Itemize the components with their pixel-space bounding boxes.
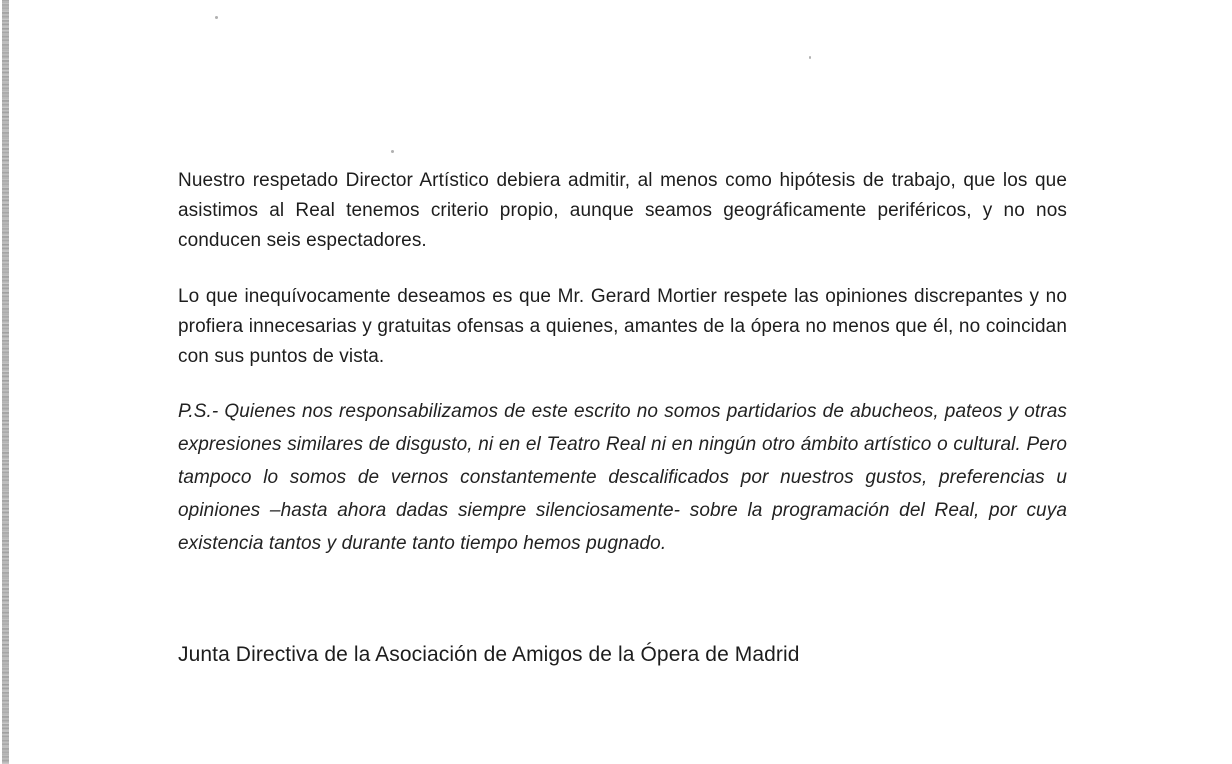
letter-body bbox=[178, 0, 1067, 670]
letter-paragraph-2: Lo que inequívocamente deseamos es que Mr. Gerard Mortier respete las opiniones discrepantes y no profiera innecesarias y gratuitas ofensas a quienes, amantes de la ópera no menos que él, no coincidan con sus puntos de vista. bbox=[178, 286, 1067, 367]
scan-edge-artifact bbox=[2, 0, 9, 764]
signature-line: Junta Directiva de la Asociación de Amigos de la Ópera de Madrid bbox=[178, 643, 800, 666]
letter-postscript: P.S.- Quienes nos responsabilizamos de este escrito no somos partidarios de abucheos, pateos y otras expresiones similares de disgusto, ni en el Teatro Real ni en ningún otro ámbito artístico o cultural. Pero tampoco lo somos de vernos constantemente descalificados por nuestros gustos, preferencias u opiniones –hasta ahora dadas siempre silenciosamente- sobre la programación del Real, por cuya existencia tantos y durante tanto tiempo hemos pugnado. bbox=[178, 401, 1067, 554]
letter-paragraph-1: Nuestro respetado Director Artístico debiera admitir, al menos como hipótesis de trabajo, que los que asistimos al Real tenemos criterio propio, aunque seamos geográficamente periféricos, y no nos conducen seis espectadores. bbox=[178, 170, 1067, 251]
